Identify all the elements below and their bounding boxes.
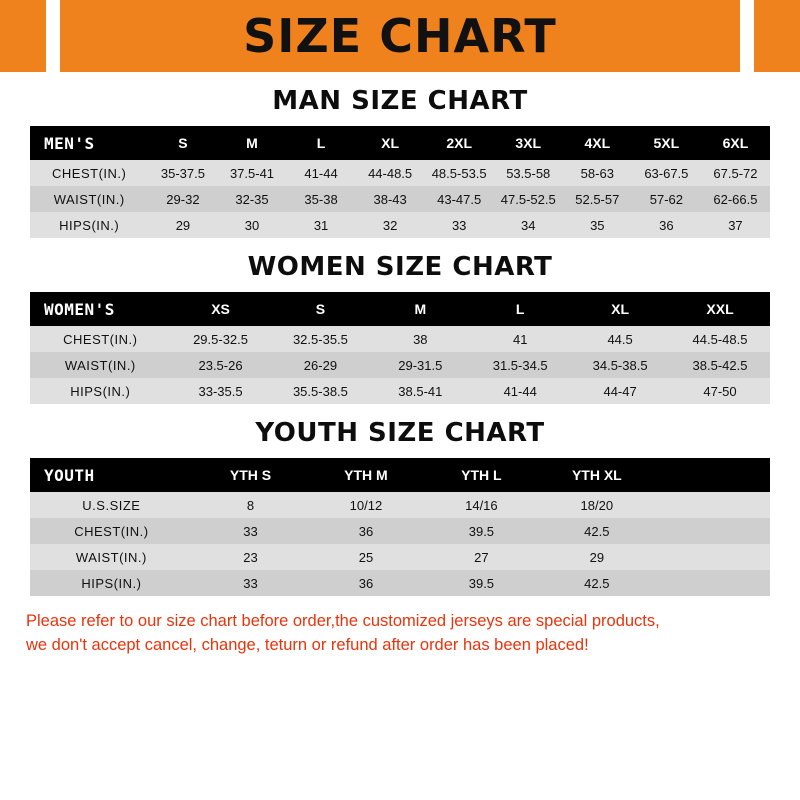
youth-cell: 39.5: [424, 570, 539, 596]
men-col-header: S: [148, 126, 217, 160]
table-row: [30, 570, 770, 596]
men-cell: 32-35: [217, 186, 286, 212]
footer-note-line-1: Please refer to our size chart before order,the customized jerseys are special products,: [26, 612, 660, 630]
youth-row-label: WAIST(IN.): [30, 544, 193, 570]
men-cell: 41-44: [287, 160, 356, 186]
women-table-wrap: [0, 292, 800, 404]
women-cell: 34.5-38.5: [570, 352, 670, 378]
youth-cell: [655, 570, 770, 596]
men-table-wrap: [0, 126, 800, 238]
men-cell: 67.5-72: [701, 160, 770, 186]
table-row: [30, 378, 770, 404]
footer-note: [0, 610, 800, 658]
men-col-header: L: [287, 126, 356, 160]
men-cell: 29: [148, 212, 217, 238]
youth-cell: 42.5: [539, 518, 654, 544]
men-cell: 37.5-41: [217, 160, 286, 186]
table-row: [30, 352, 770, 378]
women-cell: 44.5: [570, 326, 670, 352]
men-col-header: M: [217, 126, 286, 160]
table-row: [30, 212, 770, 238]
men-head-label: MEN'S: [30, 126, 148, 160]
youth-col-header: YTH M: [308, 458, 423, 492]
men-col-header: 4XL: [563, 126, 632, 160]
youth-col-header: YTH S: [193, 458, 308, 492]
women-col-header: XL: [570, 292, 670, 326]
women-cell: 38: [370, 326, 470, 352]
women-cell: 41-44: [470, 378, 570, 404]
youth-cell: 36: [308, 518, 423, 544]
men-col-header: 6XL: [701, 126, 770, 160]
table-header-row: [30, 292, 770, 326]
men-cell: 47.5-52.5: [494, 186, 563, 212]
youth-col-header: YTH XL: [539, 458, 654, 492]
youth-cell: 18/20: [539, 492, 654, 518]
men-cell: 37: [701, 212, 770, 238]
men-section-title: MAN SIZE CHART: [272, 86, 528, 116]
women-col-header: XXL: [670, 292, 770, 326]
men-cell: 52.5-57: [563, 186, 632, 212]
men-cell: 29-32: [148, 186, 217, 212]
youth-cell: [655, 492, 770, 518]
women-cell: 29-31.5: [370, 352, 470, 378]
women-cell: 23.5-26: [171, 352, 271, 378]
youth-cell: [655, 544, 770, 570]
youth-col-header: YTH L: [424, 458, 539, 492]
table-row: [30, 544, 770, 570]
page-title: SIZE CHART: [243, 9, 557, 63]
men-cell: 36: [632, 212, 701, 238]
youth-row-label: U.S.SIZE: [30, 492, 193, 518]
women-row-label: HIPS(IN.): [30, 378, 171, 404]
women-cell: 31.5-34.5: [470, 352, 570, 378]
youth-head-label: YOUTH: [30, 458, 193, 492]
men-cell: 34: [494, 212, 563, 238]
youth-cell: 25: [308, 544, 423, 570]
women-cell: 32.5-35.5: [270, 326, 370, 352]
banner-stripe-right: [740, 0, 754, 72]
men-cell: 31: [287, 212, 356, 238]
footer-note-line-2: we don't accept cancel, change, teturn or refund after order has been placed!: [26, 635, 589, 654]
men-cell: 62-66.5: [701, 186, 770, 212]
women-cell: 29.5-32.5: [171, 326, 271, 352]
men-cell: 43-47.5: [425, 186, 494, 212]
youth-cell: 27: [424, 544, 539, 570]
men-cell: 35: [563, 212, 632, 238]
youth-cell: 36: [308, 570, 423, 596]
men-cell: 58-63: [563, 160, 632, 186]
women-head-label: WOMEN'S: [30, 292, 171, 326]
youth-section-title: YOUTH SIZE CHART: [255, 418, 545, 448]
men-cell: 63-67.5: [632, 160, 701, 186]
men-col-header: 5XL: [632, 126, 701, 160]
youth-row-label: HIPS(IN.): [30, 570, 193, 596]
men-cell: 33: [425, 212, 494, 238]
women-col-header: S: [270, 292, 370, 326]
women-col-header: L: [470, 292, 570, 326]
women-section-title: WOMEN SIZE CHART: [247, 252, 553, 282]
youth-cell: 33: [193, 518, 308, 544]
youth-col-header: [655, 458, 770, 492]
men-cell: 53.5-58: [494, 160, 563, 186]
women-col-header: XS: [171, 292, 271, 326]
men-cell: 32: [356, 212, 425, 238]
youth-cell: 23: [193, 544, 308, 570]
youth-cell: 42.5: [539, 570, 654, 596]
women-cell: 38.5-42.5: [670, 352, 770, 378]
youth-cell: 39.5: [424, 518, 539, 544]
men-cell: 35-38: [287, 186, 356, 212]
men-cell: 48.5-53.5: [425, 160, 494, 186]
table-row: [30, 518, 770, 544]
women-cell: 41: [470, 326, 570, 352]
men-row-label: CHEST(IN.): [30, 160, 148, 186]
women-row-label: WAIST(IN.): [30, 352, 171, 378]
header-banner: [0, 0, 800, 72]
table-row: [30, 492, 770, 518]
table-header-row: [30, 458, 770, 492]
women-cell: 26-29: [270, 352, 370, 378]
women-cell: 33-35.5: [171, 378, 271, 404]
women-size-table: [30, 292, 770, 404]
men-size-table: [30, 126, 770, 238]
women-cell: 44.5-48.5: [670, 326, 770, 352]
women-row-label: CHEST(IN.): [30, 326, 171, 352]
women-cell: 35.5-38.5: [270, 378, 370, 404]
table-row: [30, 160, 770, 186]
men-cell: 35-37.5: [148, 160, 217, 186]
banner-stripe-left: [46, 0, 60, 72]
table-header-row: [30, 126, 770, 160]
youth-table-wrap: [0, 458, 800, 596]
men-col-header: 3XL: [494, 126, 563, 160]
men-col-header: 2XL: [425, 126, 494, 160]
youth-cell: 33: [193, 570, 308, 596]
table-row: [30, 326, 770, 352]
men-cell: 44-48.5: [356, 160, 425, 186]
men-cell: 30: [217, 212, 286, 238]
women-cell: 44-47: [570, 378, 670, 404]
youth-size-table: [30, 458, 770, 596]
men-cell: 38-43: [356, 186, 425, 212]
women-cell: 47-50: [670, 378, 770, 404]
men-row-label: HIPS(IN.): [30, 212, 148, 238]
youth-cell: 10/12: [308, 492, 423, 518]
men-cell: 57-62: [632, 186, 701, 212]
women-col-header: M: [370, 292, 470, 326]
youth-cell: 29: [539, 544, 654, 570]
women-cell: 38.5-41: [370, 378, 470, 404]
youth-cell: 14/16: [424, 492, 539, 518]
men-row-label: WAIST(IN.): [30, 186, 148, 212]
youth-row-label: CHEST(IN.): [30, 518, 193, 544]
youth-cell: [655, 518, 770, 544]
men-col-header: XL: [356, 126, 425, 160]
table-row: [30, 186, 770, 212]
youth-cell: 8: [193, 492, 308, 518]
